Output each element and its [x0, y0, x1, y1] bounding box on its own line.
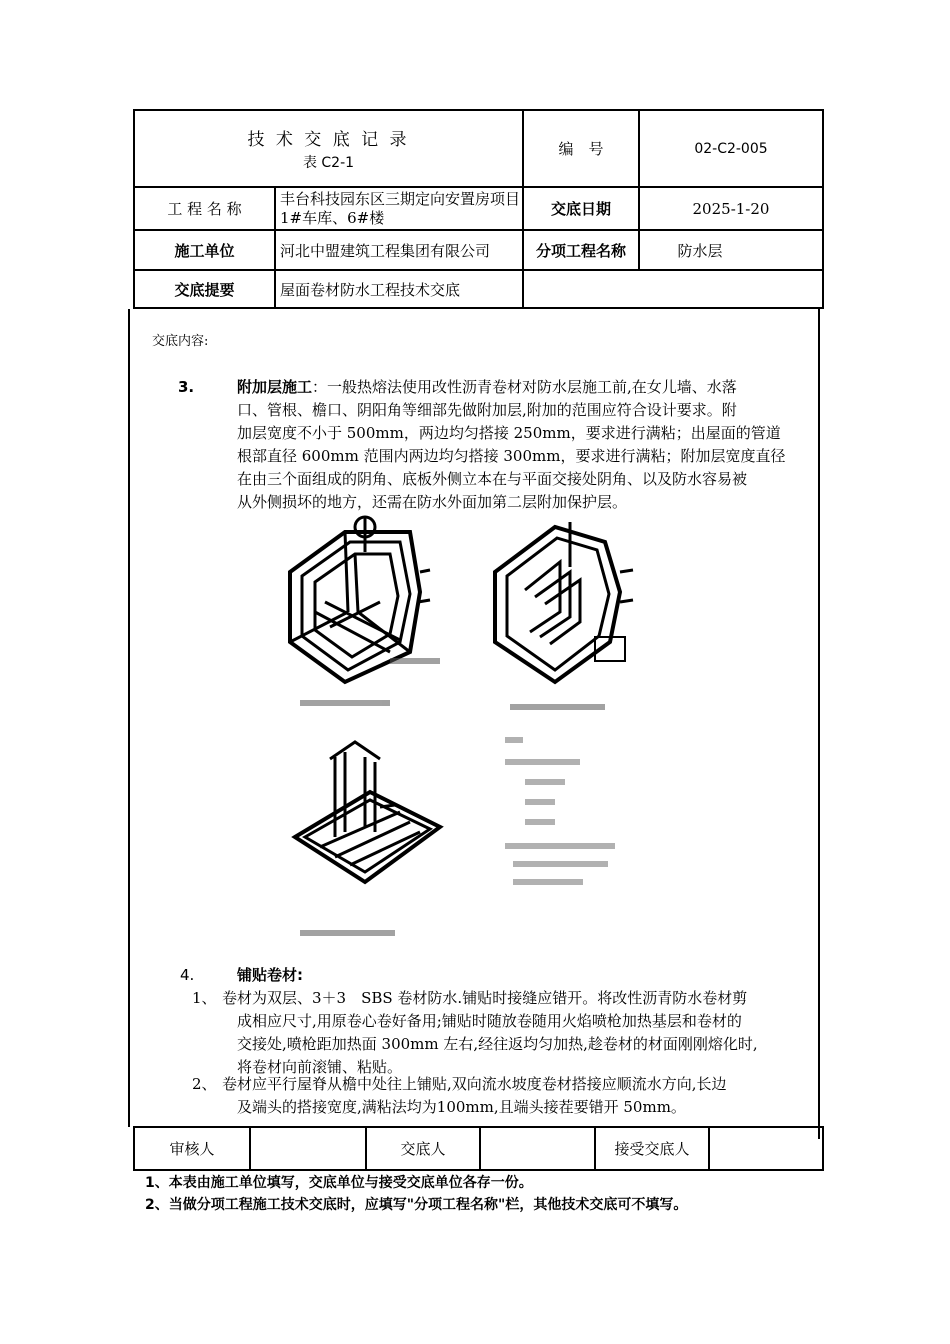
summary-value: 屋面卷材防水工程技术交底 — [280, 280, 461, 299]
form-code: 表 C2-1 — [302, 155, 355, 171]
contractor-value: 河北中盟建筑工程集团有限公司 — [280, 241, 491, 260]
section3-paragraph — [237, 376, 812, 514]
section4-number: 4. — [180, 966, 195, 984]
title-block — [135, 111, 522, 186]
section3-line: 口、管根、檐口、阴阳角等细部先做附加层,附加的范围应符合设计要求。附 — [237, 401, 737, 419]
subproject-value: 防水层 — [677, 241, 723, 260]
reviewer-signature-field[interactable] — [251, 1128, 365, 1169]
legend-blur — [505, 737, 615, 885]
section4-item-line: 成相应尺寸,用原卷心卷好备用;铺贴时随放卷随用火焰喷枪加热基层和卷材的 — [237, 1012, 742, 1030]
reviewer-label: 审核人 — [169, 1140, 215, 1158]
subproject-label: 分项工程名称 — [535, 241, 626, 260]
section4-item-2 — [222, 1073, 812, 1119]
section4-item-line: 卷材为双层、3＋3 SBS 卷材防水.铺贴时接缝应错开。将改性沥青防水卷材剪 — [222, 989, 748, 1007]
number-value: 02-C2-005 — [694, 140, 768, 157]
content-intro-label: 交底内容: — [152, 334, 209, 349]
pipe-root-detail-drawing — [295, 742, 440, 882]
diagram-label-blur — [300, 930, 395, 936]
section4-item-line: 将卷材向前滚铺、粘贴。 — [237, 1058, 403, 1076]
date-label: 交底日期 — [550, 200, 611, 218]
section3-heading: 附加层施工 — [237, 378, 313, 396]
inner-corner-detail-drawing — [290, 517, 430, 682]
project-name-value: 丰台科技园东区三期定向安置房项目 1#车库、6#楼 — [280, 189, 521, 227]
footnotes — [145, 1172, 687, 1216]
outer-corner-detail-drawing — [495, 522, 633, 682]
discloser-signature-field[interactable] — [481, 1128, 594, 1169]
receiver-label: 接受交底人 — [614, 1140, 690, 1158]
section4-item-line: 交接处,喷枪距加热面 300mm 左右,经往返均匀加热,趁卷材的材面刚刚熔化时, — [237, 1035, 758, 1053]
diagram-label-blur — [510, 704, 605, 710]
section4-item-line: 卷材应平行屋脊从檐中处往上铺贴,双向流水坡度卷材搭接应顺流水方向,长边 — [222, 1075, 727, 1093]
section4-item-1 — [222, 987, 812, 1079]
discloser-label: 交底人 — [400, 1140, 446, 1158]
section4-heading: 铺贴卷材: — [237, 966, 303, 984]
body-border-left — [128, 309, 130, 1127]
section3-line: 从外侧损坏的地方，还需在防水外面加第二层附加保护层。 — [237, 493, 628, 511]
receiver-signature-field[interactable] — [710, 1128, 822, 1169]
date-value: 2025-1-20 — [692, 199, 770, 218]
footnote: 2、当做分项工程施工技术交底时，应填写"分项工程名称"栏，其他技术交底可不填写。 — [145, 1197, 688, 1213]
body-border-right — [818, 309, 820, 1139]
section3-line: 加层宽度不小于 500mm，两边均匀搭接 250mm，要求进行满粘；出屋面的管道 — [237, 424, 781, 442]
summary-label: 交底提要 — [174, 280, 235, 299]
section3-line: 在由三个面组成的阴角、底板外侧立本在与平面交接处阴角、以及防水容易被 — [237, 470, 748, 488]
footnote: 1、本表由施工单位填写，交底单位与接受交底单位各存一份。 — [145, 1175, 533, 1191]
section4-item-2-number: 2、 — [192, 1075, 217, 1093]
section3-line: ：一般热熔法使用改性沥青卷材对防水层施工前,在女儿墙、水落 — [312, 378, 737, 396]
section4-item-1-number: 1、 — [192, 989, 217, 1007]
section3-number: 3. — [178, 378, 195, 396]
detail-diagrams — [270, 512, 650, 952]
number-label: 编 号 — [558, 140, 604, 158]
contractor-label: 施工单位 — [174, 241, 235, 260]
form-title: 技 术 交 底 记 录 — [247, 130, 410, 150]
section4-item-line: 及端头的搭接宽度,满粘法均为100mm,且端头接茬要错开 50mm。 — [237, 1098, 686, 1116]
section3-line: 根部直径 600mm 范围内两边均匀搭接 300mm，要求进行满粘；附加层宽度直径 — [237, 447, 786, 465]
header-table — [133, 109, 824, 309]
signature-table — [133, 1126, 824, 1171]
project-name-label: 工 程 名 称 — [167, 200, 242, 218]
